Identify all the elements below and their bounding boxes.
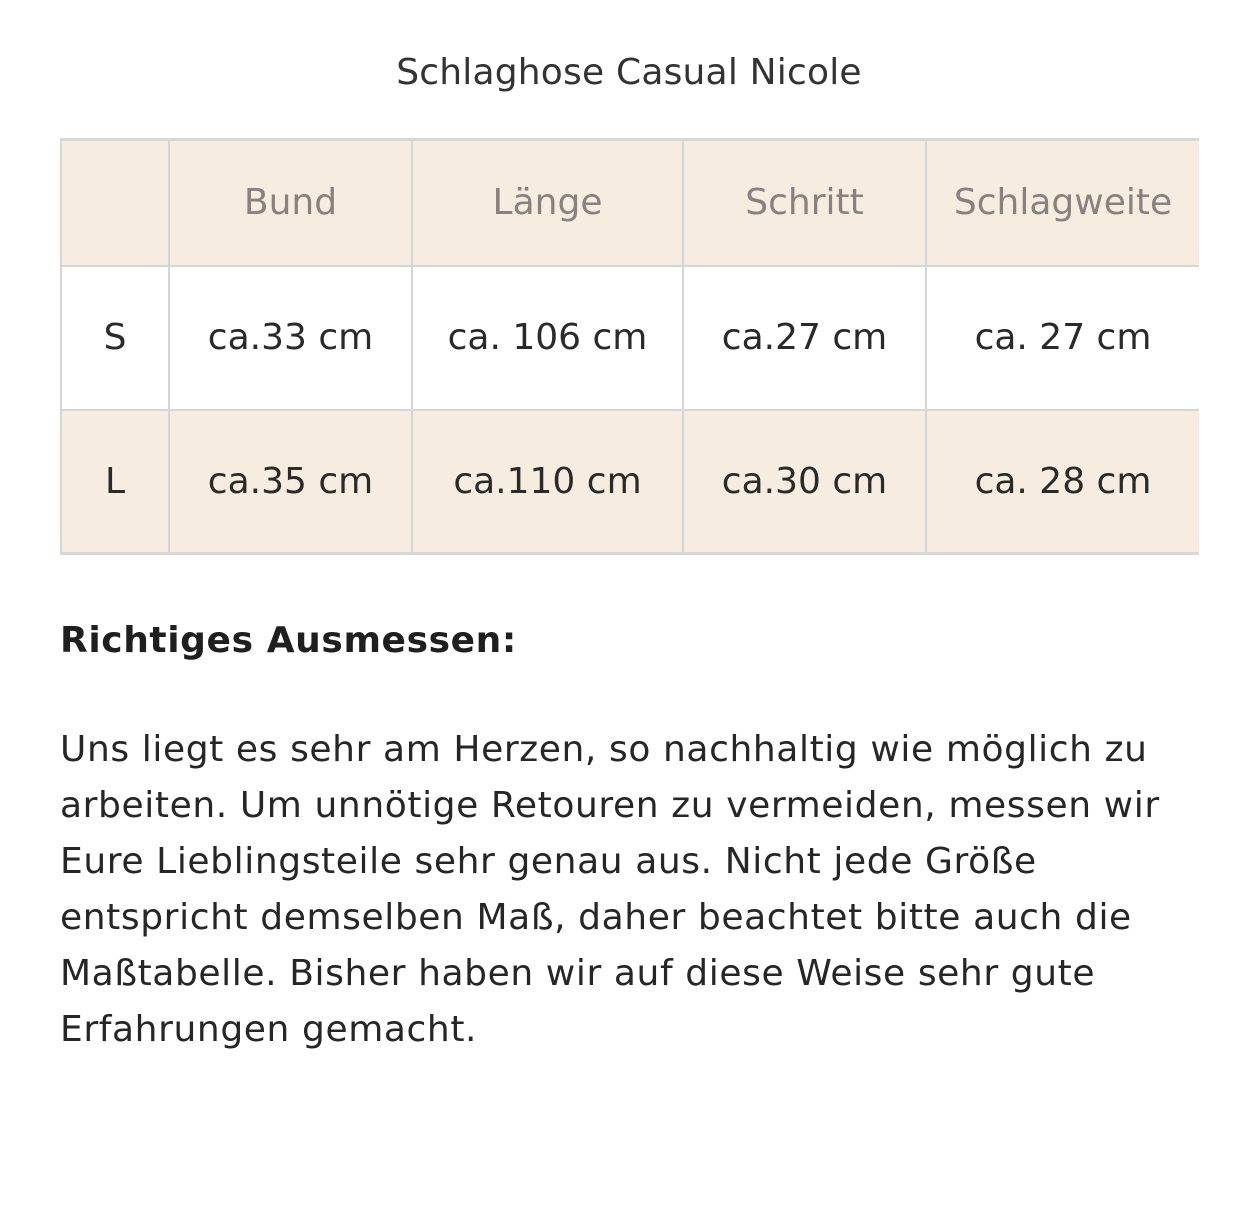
table-cell: ca.110 cm <box>412 410 683 554</box>
page-title: Schlaghose Casual Nicole <box>396 52 862 93</box>
size-table <box>60 138 1199 555</box>
table-cell: ca. 28 cm <box>926 410 1199 554</box>
table-cell: ca. 106 cm <box>412 266 683 410</box>
header-cell-laenge: Länge <box>412 140 683 266</box>
table-row <box>61 266 1199 410</box>
table-header-row <box>61 140 1199 266</box>
size-label: L <box>61 410 169 554</box>
header-cell-schlagweite: Schlagweite <box>926 140 1199 266</box>
header-cell-schritt: Schritt <box>683 140 926 266</box>
header-cell-bund: Bund <box>169 140 412 266</box>
table-cell: ca.35 cm <box>169 410 412 554</box>
table-cell: ca.27 cm <box>683 266 926 410</box>
table-cell: ca.33 cm <box>169 266 412 410</box>
section-heading: Richtiges Ausmessen: <box>60 620 517 661</box>
table-cell: ca. 27 cm <box>926 266 1199 410</box>
header-cell-empty <box>61 140 169 266</box>
table-cell: ca.30 cm <box>683 410 926 554</box>
table-row <box>61 410 1199 554</box>
size-label: S <box>61 266 169 410</box>
body-text: Uns liegt es sehr am Herzen, so nachhaltig wie möglich zu arbeiten. Um unnötige Retouren zu vermeiden, messen wir Eure Lieblingsteile sehr genau aus. Nicht jede Größe entspricht demselben Maß, daher beachtet bitte auch die Maßtabelle. Bisher haben wir auf diese Weise sehr gute Erfahrungen gemacht. <box>60 729 1160 1050</box>
